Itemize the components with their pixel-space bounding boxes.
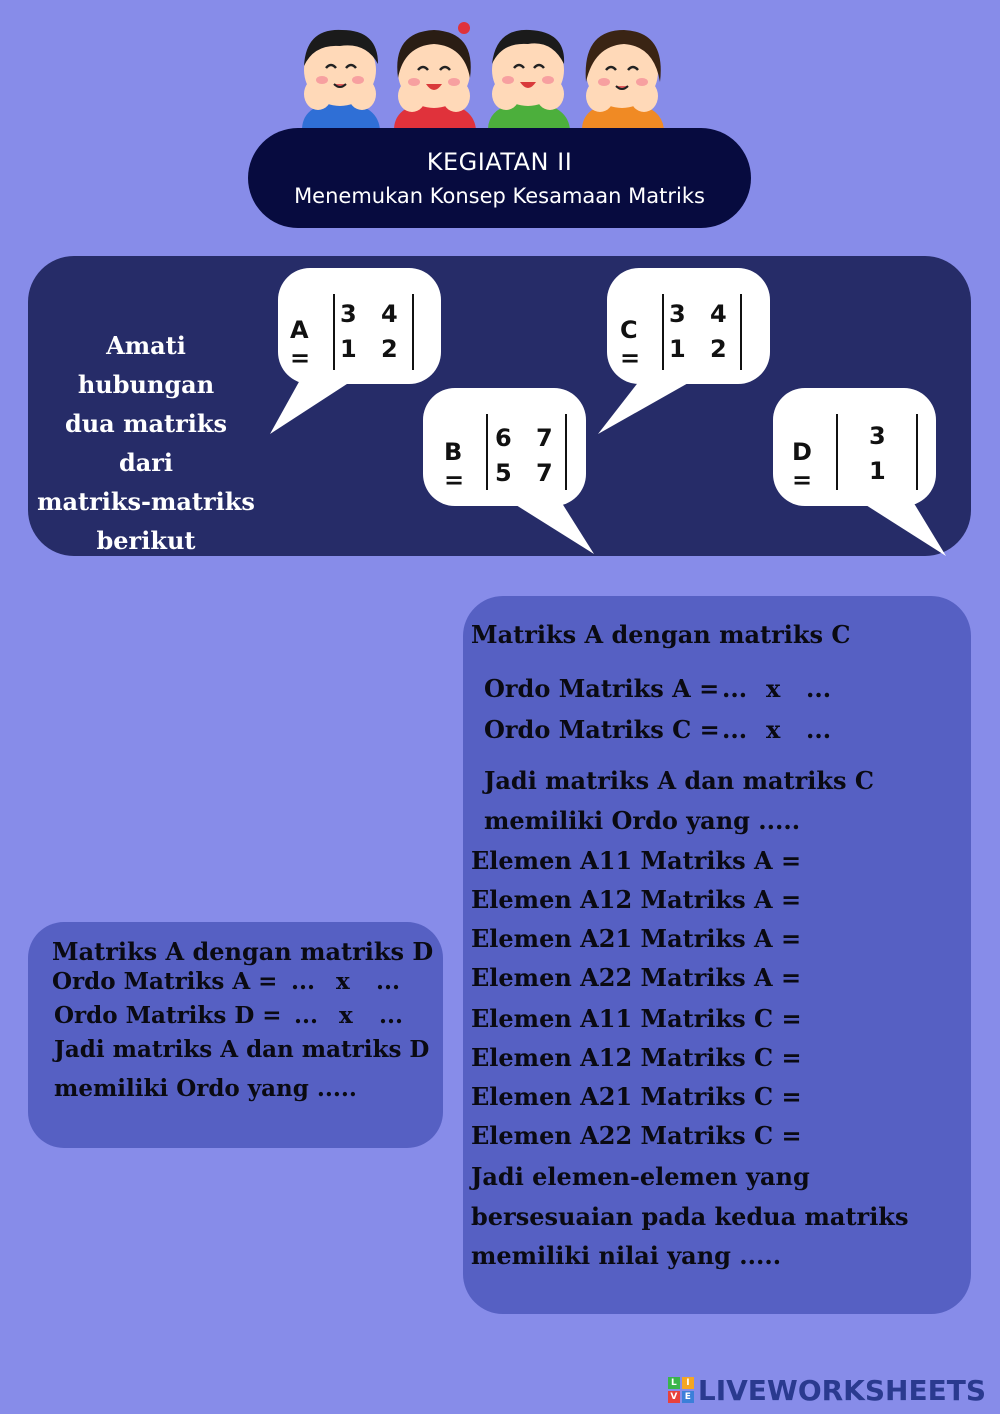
- ordo-d-times: x: [339, 1002, 353, 1029]
- ordo-a-label: Ordo Matriks A =: [484, 674, 720, 703]
- matrix-a-label: A =: [290, 316, 311, 372]
- matrix-b-left-bar: [486, 414, 488, 490]
- intro-line-1: Amati hubungan: [77, 331, 215, 399]
- speech-bubbles: [0, 0, 1000, 600]
- element-conclusion-line-3[interactable]: memiliki nilai yang .....: [471, 1241, 782, 1270]
- matrix-d-r2: 1: [869, 457, 886, 485]
- element-a11-c[interactable]: Elemen A11 Matriks C =: [471, 1004, 802, 1033]
- matrix-a-r2c1: 1: [340, 335, 357, 363]
- matrix-c-right-bar: [740, 294, 742, 370]
- intro-line-3: matriks-matriks: [37, 487, 255, 516]
- ordo-d-cols-blank[interactable]: ...: [379, 1002, 404, 1029]
- liveworksheets-logo-icon: [668, 1377, 694, 1403]
- ordo-c-cols-blank[interactable]: ...: [806, 715, 832, 744]
- matrix-c-r1c1: 3: [669, 300, 686, 328]
- comparison-a-d-heading: Matriks A dengan matriks D: [52, 937, 434, 966]
- left-conclusion-line-2[interactable]: memiliki Ordo yang .....: [54, 1075, 357, 1102]
- matrix-b-right-bar: [565, 414, 567, 490]
- matrix-c-r1c2: 4: [710, 300, 727, 328]
- ordo-c-times: x: [766, 715, 781, 744]
- matrix-d-left-bar: [836, 414, 838, 490]
- matrix-a-r1c1: 3: [340, 300, 357, 328]
- element-a12-a[interactable]: Elemen A12 Matriks A =: [471, 885, 802, 914]
- matrix-b-r1c1: 6: [495, 424, 512, 452]
- ordo-a-left-rows-blank[interactable]: ...: [291, 968, 316, 995]
- matrix-c-left-bar: [662, 294, 664, 370]
- ordo-a-left-times: x: [336, 968, 350, 995]
- bubble-b-tail: [508, 500, 594, 554]
- element-a12-c[interactable]: Elemen A12 Matriks C =: [471, 1043, 802, 1072]
- left-conclusion-line-1: Jadi matriks A dan matriks D: [54, 1036, 430, 1063]
- logo-letter-i: I: [682, 1377, 694, 1389]
- matrix-b-r2c2: 7: [536, 459, 553, 487]
- matrix-c-r2c1: 1: [669, 335, 686, 363]
- matrix-a-r1c2: 4: [381, 300, 398, 328]
- ordo-d-rows-blank[interactable]: ...: [294, 1002, 319, 1029]
- element-a11-a[interactable]: Elemen A11 Matriks A =: [471, 846, 802, 875]
- liveworksheets-logo: [668, 1373, 986, 1407]
- ordo-a-cols-blank[interactable]: ...: [806, 674, 832, 703]
- ordo-c-rows-blank[interactable]: ...: [722, 715, 748, 744]
- ordo-conclusion-line-2[interactable]: memiliki Ordo yang .....: [484, 806, 801, 835]
- logo-letter-v: V: [668, 1391, 680, 1403]
- matrix-a-left-bar: [333, 294, 335, 370]
- matrix-d-r1: 3: [869, 422, 886, 450]
- ordo-a-label-left: Ordo Matriks A =: [52, 968, 278, 995]
- matrix-c-label: C =: [620, 316, 641, 372]
- activity-title: KEGIATAN II: [426, 148, 573, 176]
- matrix-c-r2c2: 2: [710, 335, 727, 363]
- element-a21-c[interactable]: Elemen A21 Matriks C =: [471, 1082, 802, 1111]
- logo-letter-l: L: [668, 1377, 680, 1389]
- ordo-c-label: Ordo Matriks C =: [484, 715, 720, 744]
- ordo-d-label: Ordo Matriks D =: [54, 1002, 282, 1029]
- bubble-a-tail: [270, 380, 350, 434]
- matrix-b-label: B =: [444, 438, 465, 494]
- element-a21-a[interactable]: Elemen A21 Matriks A =: [471, 924, 802, 953]
- bubble-c-tail: [598, 380, 690, 434]
- ordo-a-rows-blank[interactable]: ...: [722, 674, 748, 703]
- element-a22-a[interactable]: Elemen A22 Matriks A =: [471, 963, 802, 992]
- matrix-b-r1c2: 7: [536, 424, 553, 452]
- matrix-d-label: D =: [792, 438, 813, 494]
- matrix-a-right-bar: [412, 294, 414, 370]
- element-a22-c[interactable]: Elemen A22 Matriks C =: [471, 1121, 802, 1150]
- comparison-a-c-heading: Matriks A dengan matriks C: [471, 620, 851, 649]
- matrix-b-r2c1: 5: [495, 459, 512, 487]
- intro-line-2: dua matriks dari: [64, 409, 228, 477]
- logo-letter-e: E: [682, 1391, 694, 1403]
- ordo-conclusion-line-1: Jadi matriks A dan matriks C: [484, 766, 874, 795]
- element-conclusion-line-1: Jadi elemen-elemen yang: [471, 1162, 810, 1191]
- activity-subtitle: Menemukan Konsep Kesamaan Matriks: [294, 184, 705, 208]
- ordo-a-left-cols-blank[interactable]: ...: [376, 968, 401, 995]
- liveworksheets-logo-text: LIVEWORKSHEETS: [697, 1373, 986, 1407]
- matrix-d-right-bar: [916, 414, 918, 490]
- bubble-d-tail: [858, 500, 946, 556]
- intro-line-4: berikut: [96, 526, 196, 555]
- element-conclusion-line-2: bersesuaian pada kedua matriks: [471, 1202, 909, 1231]
- matrix-a-r2c2: 2: [381, 335, 398, 363]
- ordo-a-times: x: [766, 674, 781, 703]
